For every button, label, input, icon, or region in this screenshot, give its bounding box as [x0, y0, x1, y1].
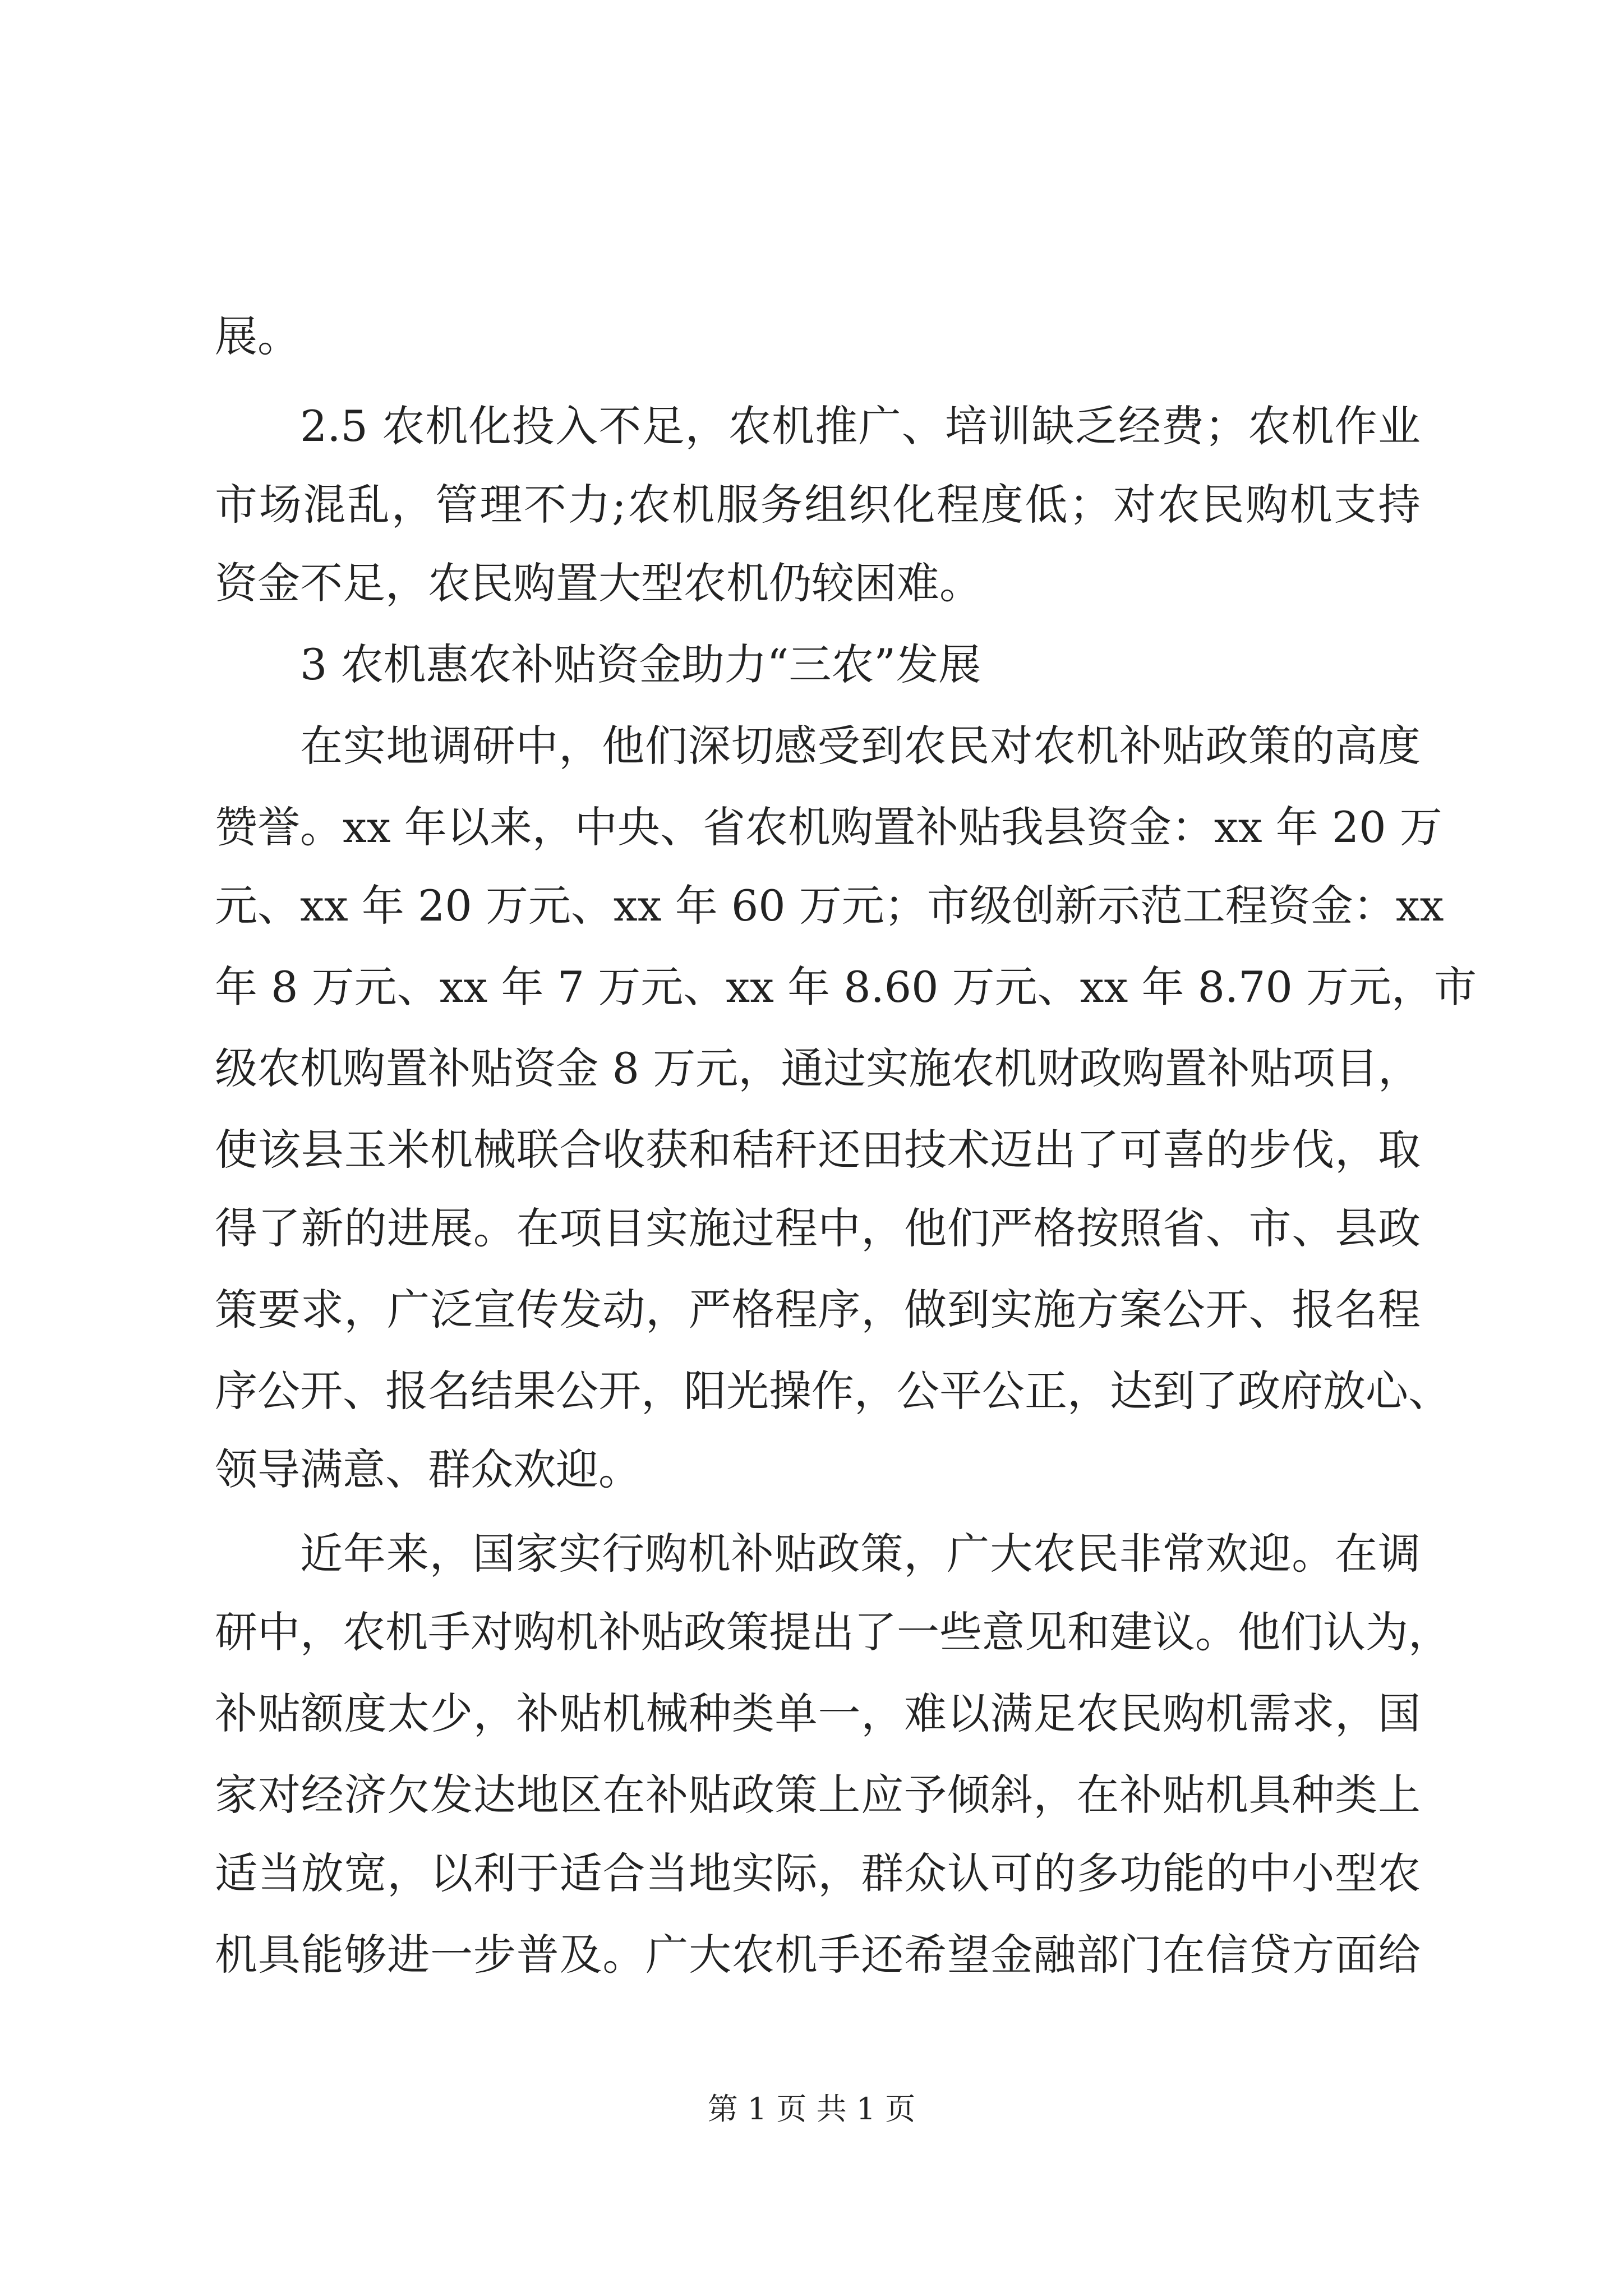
text-line: 年 8 万元、xx 年 7 万元、xx 年 8.60 万元、xx 年 8.70 万元，市	[215, 962, 1477, 1012]
page-footer: 第 1 页 共 1 页	[707, 2091, 916, 2127]
text-line: 市场混乱，管理不力;农机服务组织化程度低；对农民购机支持	[215, 480, 1421, 530]
text-line: 得了新的进展。在项目实施过程中，他们严格按照省、市、县政	[215, 1203, 1421, 1253]
text-line: 研中，农机手对购机补贴政策提出了一些意见和建议。他们认为，	[215, 1607, 1451, 1657]
section-heading: 3 农机惠农补贴资金助力“三农”发展	[300, 639, 981, 689]
text-line: 领导满意、群众欢迎。	[215, 1444, 641, 1494]
text-line: 2.5 农机化投入不足，农机推广、培训缺乏经费；农机作业	[300, 401, 1421, 451]
text-line: 展。	[215, 311, 300, 361]
text-line: 适当放宽，以利于适合当地实际，群众认可的多功能的中小型农	[215, 1848, 1421, 1898]
text-line: 赞誉。xx 年以来，中央、省农机购置补贴我县资金：xx 年 20 万	[215, 802, 1442, 852]
text-line: 机具能够进一步普及。广大农机手还希望金融部门在信贷方面给	[215, 1930, 1421, 1980]
text-line: 序公开、报名结果公开，阳光操作，公平公正，达到了政府放心、	[215, 1366, 1451, 1416]
text-line: 策要求，广泛宣传发动，严格程序，做到实施方案公开、报名程	[215, 1285, 1421, 1335]
text-line: 家对经济欠发达地区在补贴政策上应予倾斜，在补贴机具种类上	[215, 1770, 1421, 1820]
text-line: 元、xx 年 20 万元、xx 年 60 万元；市级创新示范工程资金：xx	[215, 881, 1444, 931]
text-line: 使该县玉米机械联合收获和秸秆还田技术迈出了可喜的步伐，取	[215, 1125, 1421, 1175]
text-line: 在实地调研中，他们深切感受到农民对农机补贴政策的高度	[300, 721, 1421, 771]
text-line: 补贴额度太少，补贴机械种类单一，难以满足农民购机需求，国	[215, 1688, 1421, 1738]
text-line: 级农机购置补贴资金 8 万元，通过实施农机财政购置补贴项目，	[215, 1043, 1421, 1093]
text-line: 近年来，国家实行购机补贴政策，广大农民非常欢迎。在调	[300, 1529, 1421, 1579]
text-line: 资金不足，农民购置大型农机仍较困难。	[215, 558, 982, 608]
